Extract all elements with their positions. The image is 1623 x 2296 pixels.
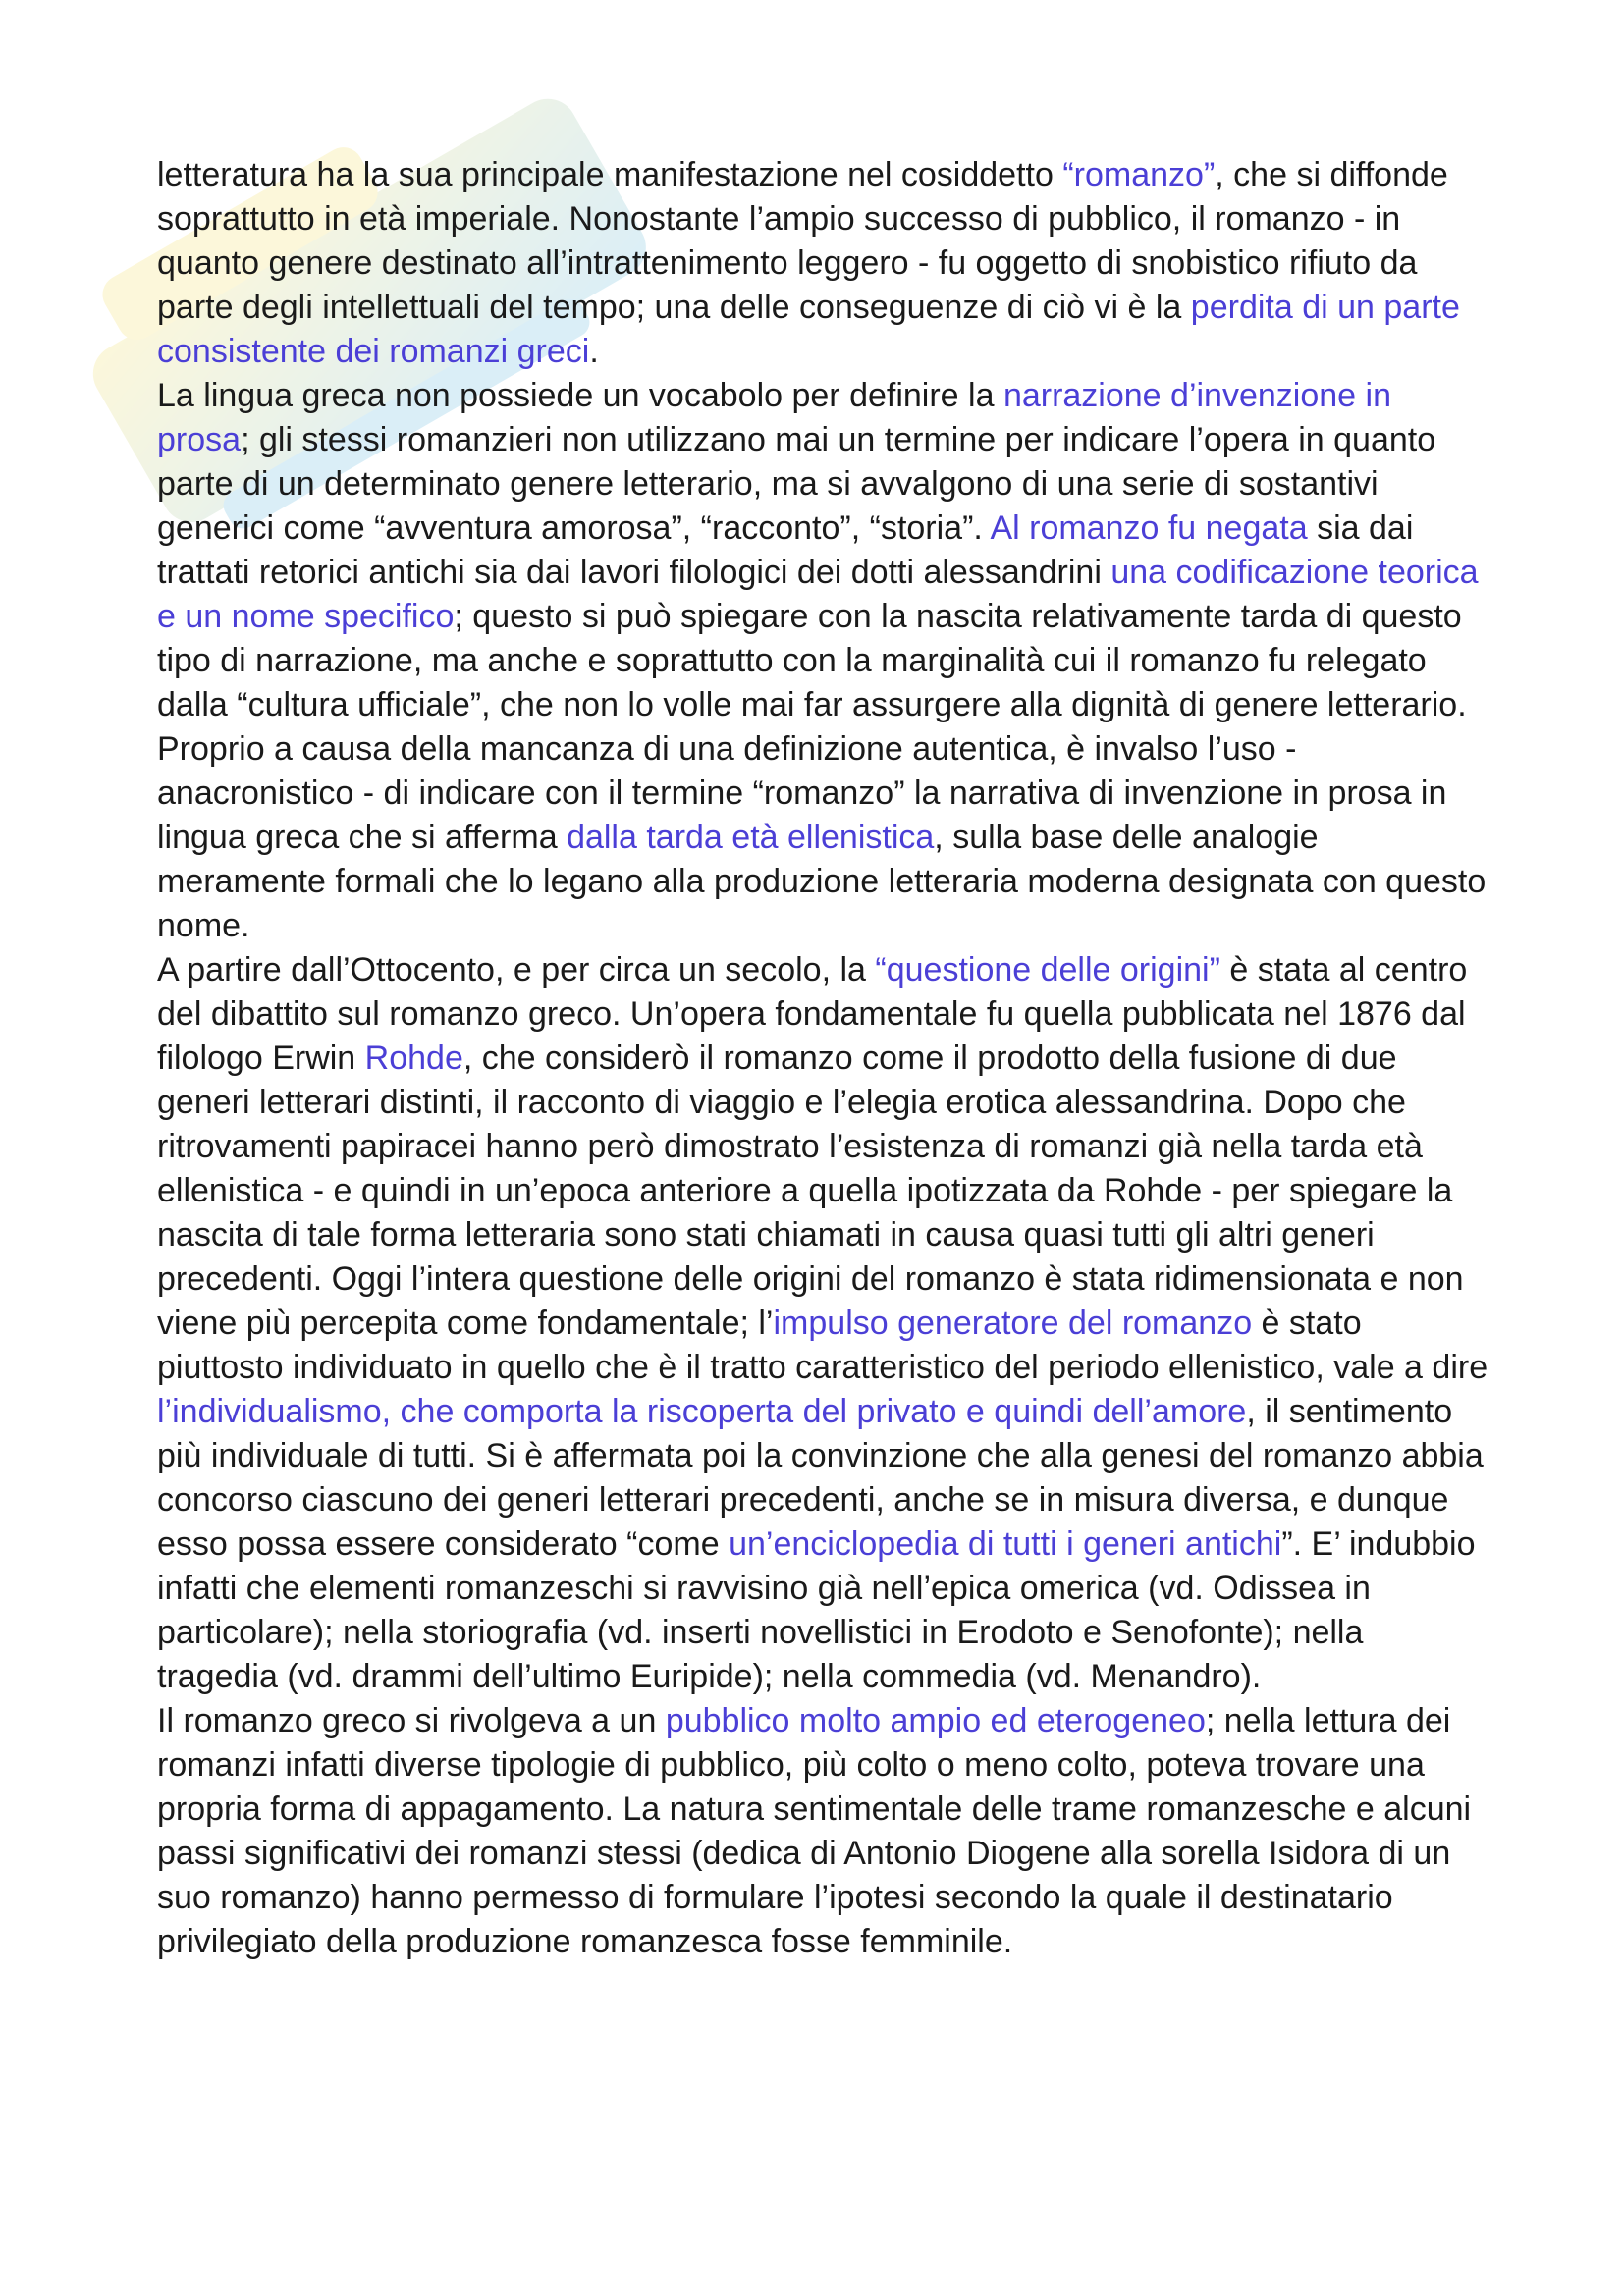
- highlighted-text: Rohde: [364, 1040, 463, 1077]
- highlighted-text: pubblico molto ampio ed eterogeneo: [665, 1702, 1206, 1739]
- highlighted-text: l’individualismo, che comporta la riscoperta del privato e quindi dell’amore: [157, 1393, 1247, 1430]
- body-text: ”. E’ indubbio infatti che elementi romanzeschi si ravvisino già nell’epica omerica (vd. Odissea in particolare); nella storiografia (vd. inserti novellistici in Erodoto e Senofonte); nella tragedia (vd. drammi dell’ultimo Euripide); nella commedia (vd. Menandro).: [157, 1525, 1476, 1695]
- body-text: ; nella lettura dei romanzi infatti diverse tipologie di pubblico, più colto o meno colto, poteva trovare una propria forma di appagamento. La natura sentimentale delle trame romanzesche e alcuni passi significativi dei romanzi stessi (dedica di Antonio Diogene alla sorella Isidora di un suo romanzo) hanno permesso di formulare l’ipotesi secondo la quale il destinatario privilegiato della produzione romanzesca fosse femminile.: [157, 1702, 1472, 1960]
- highlighted-text: una codificazione teorica e un nome specifico: [157, 554, 1479, 635]
- body-text: , che considerò il romanzo come il prodotto della fusione di due generi letterari distinti, il racconto di viaggio e l’elegia erotica alessandrina. Dopo che ritrovamenti papiracei hanno però dimostrato l’esistenza di romanzi già nella tarda età ellenistica - e quindi in un’epoca anteriore a quella ipotizzata da Rohde - per spiegare la nascita di tale forma letteraria sono stati chiamati in causa quasi tutti gli altri generi precedenti. Oggi l’intera questione delle origini del romanzo è stata ridimensionata e non viene più percepita come fondamentale; l’: [157, 1040, 1464, 1342]
- highlighted-text: perdita di un parte consistente dei romanzi greci: [157, 289, 1460, 370]
- body-text: , sulla base delle analogie meramente formali che lo legano alla produzione letteraria moderna designata con questo nome.: [157, 819, 1487, 944]
- highlighted-text: un’enciclopedia di tutti i generi antichi: [729, 1525, 1282, 1563]
- body-text: , il sentimento più individuale di tutti. Si è affermata poi la convinzione che alla genesi del romanzo abbia concorso ciascuno dei generi letterari precedenti, anche se in misura diversa, e dunque esso possa essere considerato “come: [157, 1393, 1484, 1563]
- body-text: Proprio a causa della mancanza di una definizione autentica, è invalso l’uso - anacronistico - di indicare con il termine “romanzo” la narrativa di invenzione in prosa in lingua greca che si afferma: [157, 730, 1447, 856]
- body-text: Il romanzo greco si rivolgeva a un: [157, 1702, 666, 1739]
- highlighted-text: impulso generatore del romanzo: [773, 1305, 1253, 1342]
- body-text: , che si diffonde soprattutto in età imperiale. Nonostante l’ampio successo di pubblico, il romanzo - in quanto genere destinato all’intrattenimento leggero - fu oggetto di snobistico rifiuto da parte degli intellettuali del tempo; una delle conseguenze di ciò vi è la: [157, 156, 1448, 326]
- paragraph: [157, 727, 1492, 948]
- paragraph: [157, 153, 1492, 374]
- body-text: ; gli stessi romanzieri non utilizzano mai un termine per indicare l’opera in quanto parte di un determinato genere letterario, ma si avvalgono di una serie di sostantivi generici come “avventura amorosa”, “racconto”, “storia”.: [157, 421, 1436, 547]
- body-text: A partire dall’Ottocento, e per circa un secolo, la: [157, 951, 876, 988]
- highlighted-text: “questione delle origini”: [875, 951, 1220, 988]
- document-body: [157, 153, 1492, 1964]
- body-text: letteratura ha la sua principale manifestazione nel cosiddetto: [157, 156, 1063, 193]
- body-text: La lingua greca non possiede un vocabolo per definire la: [157, 377, 1003, 414]
- highlighted-text: narrazione d’invenzione in prosa: [157, 377, 1391, 458]
- highlighted-text: dalla tarda età ellenistica: [567, 819, 935, 856]
- paragraph: [157, 1699, 1492, 1964]
- highlighted-text: “romanzo”: [1062, 156, 1216, 193]
- paragraph: [157, 374, 1492, 727]
- highlighted-text: Al romanzo fu negata: [990, 509, 1308, 547]
- body-text: .: [589, 333, 599, 370]
- body-text: sia dai trattati retorici antichi sia dai lavori filologici dei dotti alessandrini: [157, 509, 1414, 591]
- body-text: è stata al centro del dibattito sul romanzo greco. Un’opera fondamentale fu quella pubblicata nel 1876 dal filologo Erwin: [157, 951, 1468, 1077]
- body-text: ; questo si può spiegare con la nascita relativamente tarda di questo tipo di narrazione, ma anche e soprattutto con la marginalità cui il romanzo fu relegato dalla “cultura ufficiale”, che non lo volle mai far assurgere alla dignità di genere letterario.: [157, 598, 1467, 723]
- body-text: è stato piuttosto individuato in quello che è il tratto caratteristico del periodo ellenistico, vale a dire: [157, 1305, 1488, 1386]
- paragraph: [157, 948, 1492, 1699]
